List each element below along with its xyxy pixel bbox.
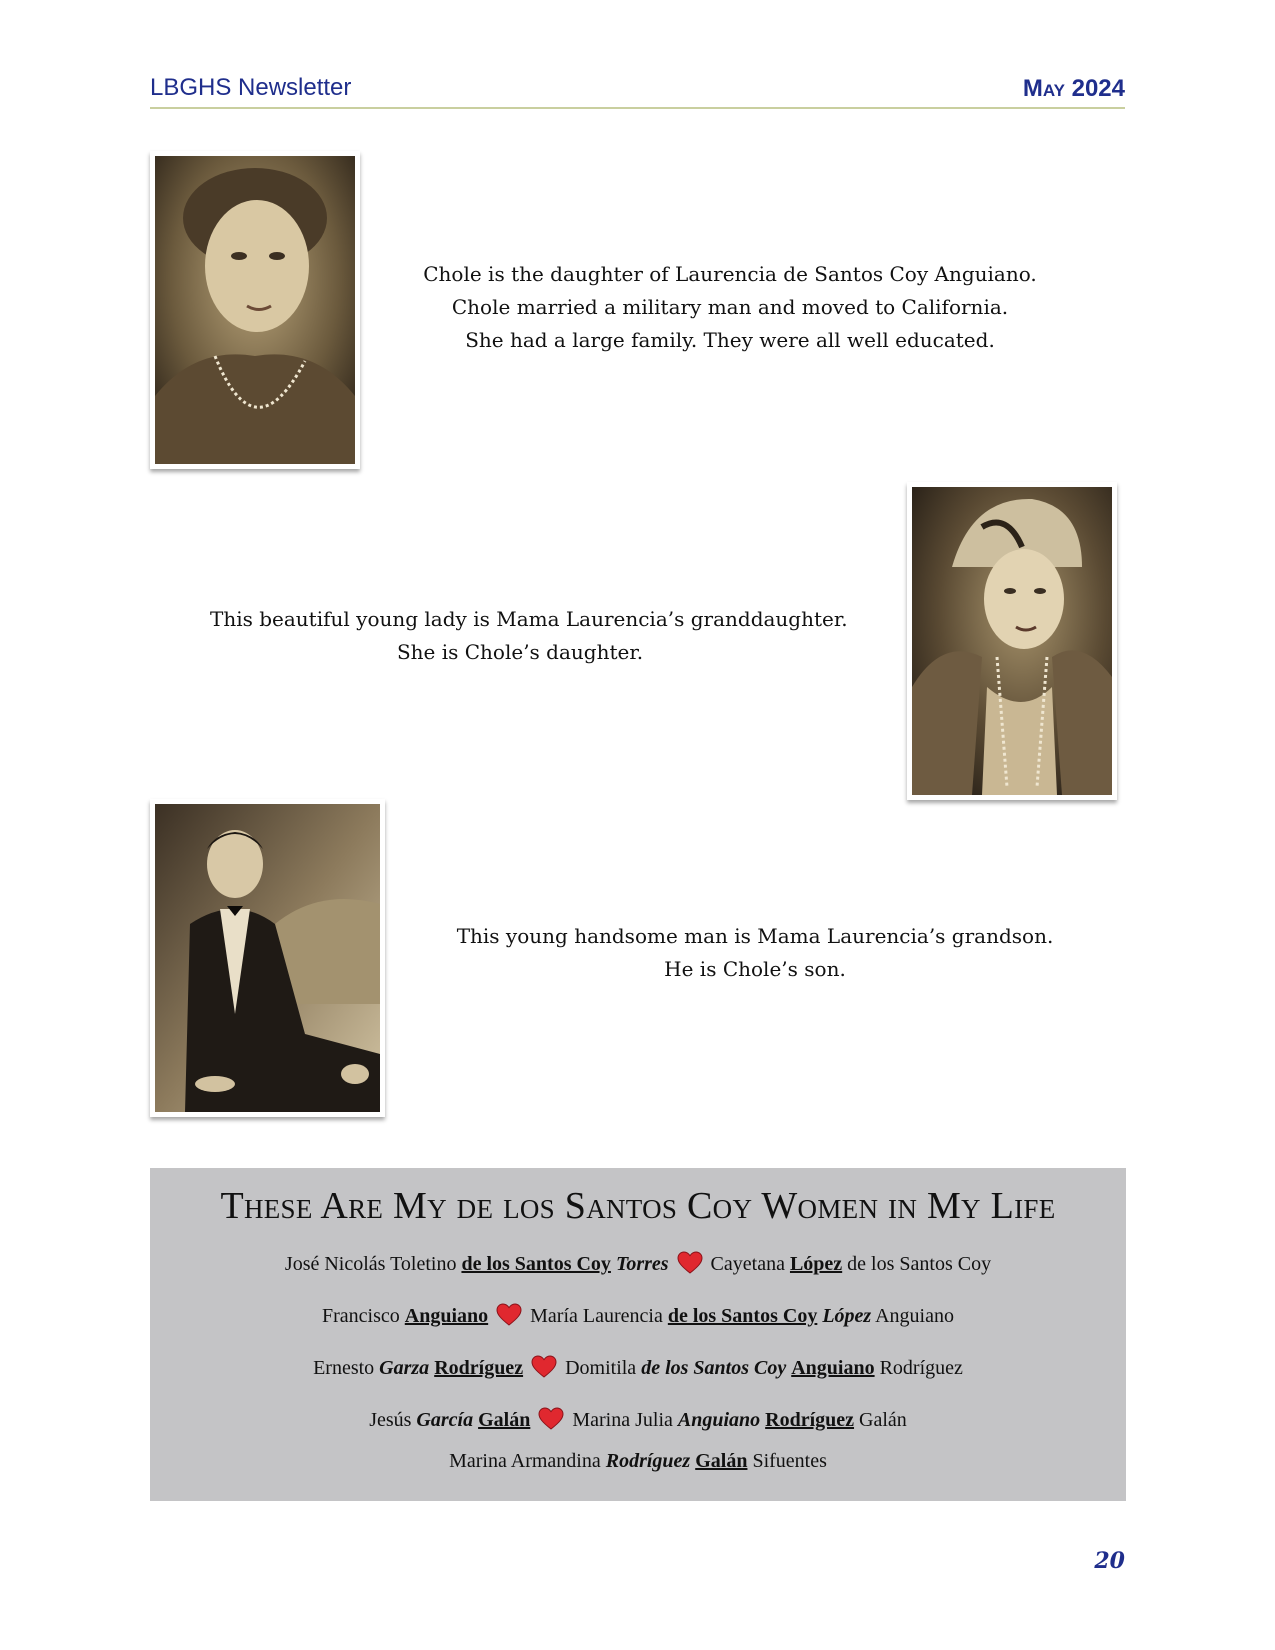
issue-date: May 2024 <box>1022 75 1125 102</box>
heart-icon <box>531 1355 557 1379</box>
name-segment: Galán <box>695 1450 748 1472</box>
caption-grandson <box>445 920 1065 986</box>
name-segment: Galán <box>478 1409 531 1431</box>
name-segment: López <box>822 1305 872 1327</box>
name-segment: López <box>789 1253 843 1275</box>
photo-chole <box>150 151 360 469</box>
lineage-line <box>150 1251 1126 1276</box>
lineage-line <box>150 1450 1126 1473</box>
caption-line: This beautiful young lady is Mama Laurencia’s granddaughter. <box>210 607 848 631</box>
name-segment: Francisco <box>322 1305 405 1327</box>
caption-line: Chole is the daughter of Laurencia de Santos Coy Anguiano. <box>423 262 1037 286</box>
name-segment: Rodríguez <box>434 1357 524 1379</box>
lineage-line <box>150 1407 1126 1432</box>
name-segment: Anguiano <box>677 1409 761 1431</box>
name-segment: García <box>416 1409 474 1431</box>
name-segment: de los Santos Coy <box>461 1253 611 1275</box>
name-segment: María Laurencia <box>530 1305 668 1327</box>
page-number: 20 <box>1094 1548 1125 1574</box>
name-segment: Jesús <box>369 1409 417 1431</box>
caption-line: She had a large family. They were all well educated. <box>465 328 995 352</box>
portrait-young-lady-cloche-hat-icon <box>912 487 1112 795</box>
name-segment: Rodríguez <box>765 1409 855 1431</box>
caption-granddaughter <box>210 603 848 669</box>
name-segment: Domitila <box>565 1357 642 1379</box>
name-segment: Rodríguez <box>874 1357 963 1379</box>
name-segment: Cayetana <box>710 1253 790 1275</box>
name-segment: Sifuentes <box>747 1450 827 1472</box>
portrait-woman-pearls-icon <box>155 156 355 464</box>
photo-grandson <box>150 799 385 1117</box>
caption-line: Chole married a military man and moved to California. <box>451 295 1009 319</box>
name-segment: Galán <box>854 1409 907 1431</box>
name-segment: de los Santos Coy <box>842 1253 992 1275</box>
heart-icon <box>496 1303 522 1327</box>
lineage-line <box>150 1303 1126 1328</box>
lineage-line <box>150 1355 1126 1380</box>
caption-chole <box>420 258 1040 357</box>
caption-line: He is Chole’s son. <box>664 957 846 981</box>
name-segment: de los Santos Coy <box>667 1305 818 1327</box>
caption-line: This young handsome man is Mama Laurencia’s grandson. <box>456 924 1054 948</box>
photo-granddaughter <box>907 482 1117 800</box>
name-segment: de los Santos Coy <box>641 1357 787 1379</box>
lineage-title: These Are My de los Santos Coy Women in My Life <box>220 1185 1056 1227</box>
name-segment: Anguiano <box>791 1357 875 1379</box>
caption-line: She is Chole’s daughter. <box>396 640 644 664</box>
heart-icon <box>538 1407 564 1431</box>
name-segment: José Nicolás Toletino <box>284 1253 462 1275</box>
portrait-young-man-seated-icon <box>155 804 380 1112</box>
name-segment: Ernesto <box>313 1357 380 1379</box>
name-segment: Rodríguez <box>605 1450 691 1472</box>
name-segment: Marina Armandina <box>449 1450 606 1472</box>
newsletter-title: LBGHS Newsletter <box>150 74 352 101</box>
name-segment: Marina Julia <box>572 1409 678 1431</box>
header-divider <box>150 107 1125 109</box>
name-segment: Anguiano <box>871 1305 954 1327</box>
heart-icon <box>677 1251 703 1275</box>
name-segment: Anguiano <box>404 1305 489 1327</box>
lineage-box <box>150 1168 1126 1501</box>
name-segment: Garza <box>379 1357 430 1379</box>
name-segment: Torres <box>615 1253 669 1275</box>
